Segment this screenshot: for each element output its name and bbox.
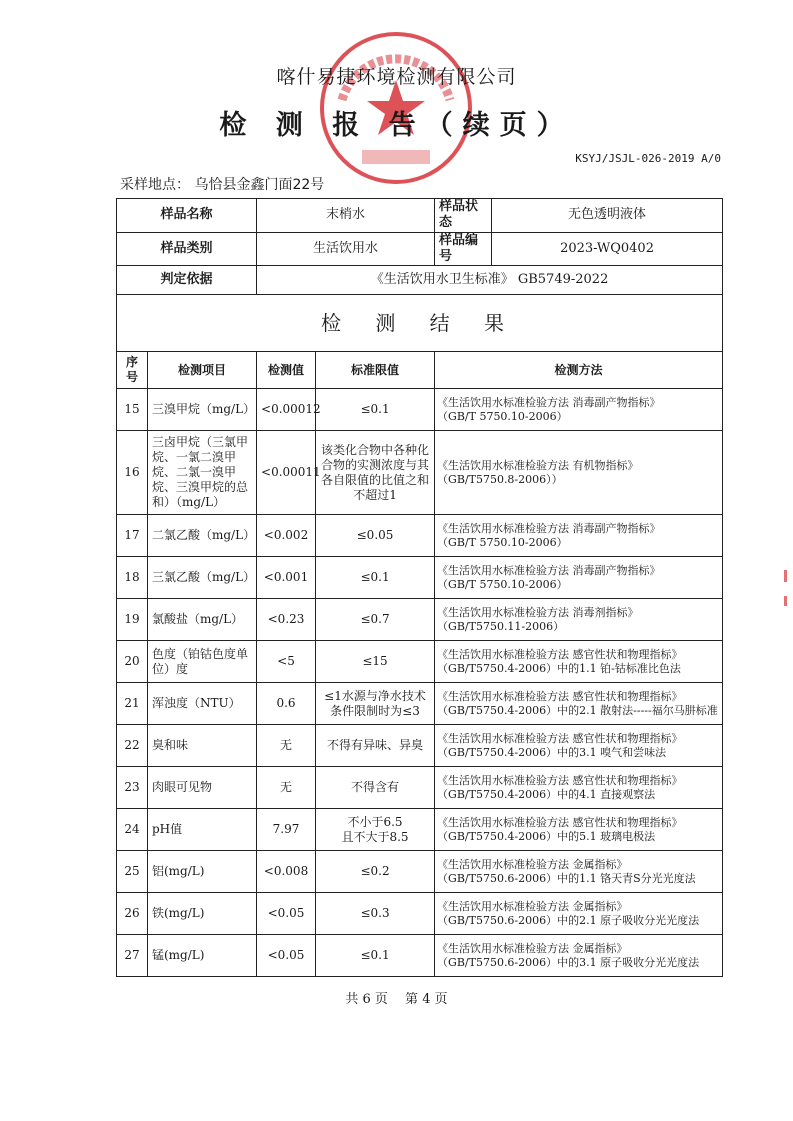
row-method: 《生活饮用水标准检验方法 有机物指标》 （GB/T5750.8-2006）） [435, 431, 723, 515]
sample-no-label: 样品编号 [435, 232, 492, 266]
row-number: 19 [117, 599, 148, 641]
table-row [117, 683, 723, 725]
row-number: 18 [117, 557, 148, 599]
section-title: 检 测 结 果 [117, 295, 723, 352]
document-number: KSYJ/JSJL-026-2019 A/0 [575, 152, 721, 165]
row-method: 《生活饮用水标准检验方法 消毒剂指标》 （GB/T5750.11-2006） [435, 599, 723, 641]
info-row-basis [117, 266, 723, 295]
row-limit: ≤0.05 [316, 515, 435, 557]
sample-name-value: 末梢水 [257, 199, 435, 233]
row-value: <0.001 [257, 557, 316, 599]
row-value: <5 [257, 641, 316, 683]
row-number: 22 [117, 725, 148, 767]
row-value: 无 [257, 767, 316, 809]
column-header-row [117, 352, 723, 389]
row-limit: 不小于6.5 且不大于8.5 [316, 809, 435, 851]
row-value: <0.00011 [257, 431, 316, 515]
info-row-sample-type [117, 232, 723, 266]
sample-state-value: 无色透明液体 [492, 199, 723, 233]
row-item: 色度（铂钴色度单位）度 [148, 641, 257, 683]
col-header-method: 检测方法 [435, 352, 723, 389]
row-limit: ≤0.1 [316, 935, 435, 977]
row-value: 7.97 [257, 809, 316, 851]
edge-seal-fragment [784, 570, 789, 610]
row-item: 三卤甲烷（三氯甲烷、一氯二溴甲烷、二氯一溴甲烷、三溴甲烷的总和）（mg/L） [148, 431, 257, 515]
row-limit: ≤0.1 [316, 389, 435, 431]
row-limit: ≤15 [316, 641, 435, 683]
sample-no-value: 2023-WQ0402 [492, 232, 723, 266]
results-table [116, 198, 723, 977]
row-item: 锰(mg/L) [148, 935, 257, 977]
row-method: 《生活饮用水标准检验方法 金属指标》 （GB/T5750.6-2006）中的2.1 原子吸收分光光度法 [435, 893, 723, 935]
row-limit: ≤0.2 [316, 851, 435, 893]
table-row [117, 935, 723, 977]
table-row [117, 431, 723, 515]
report-title: 检 测 报 告（续页） [219, 110, 574, 141]
row-value: <0.23 [257, 599, 316, 641]
row-item: 臭和味 [148, 725, 257, 767]
table-row [117, 599, 723, 641]
row-limit: ≤0.3 [316, 893, 435, 935]
table-row [117, 641, 723, 683]
table-row [117, 767, 723, 809]
row-limit: 不得含有 [316, 767, 435, 809]
row-method: 《生活饮用水标准检验方法 感官性状和物理指标》 （GB/T5750.4-2006）中的2.1 散射法-----福尔马肼标准 [435, 683, 723, 725]
row-value: <0.008 [257, 851, 316, 893]
sample-name-label: 样品名称 [117, 199, 257, 233]
row-method: 《生活饮用水标准检验方法 金属指标》 （GB/T5750.6-2006）中的1.1 铬天青S分光光度法 [435, 851, 723, 893]
sample-state-label: 样品状态 [435, 199, 492, 233]
row-value: <0.00012 [257, 389, 316, 431]
row-number: 15 [117, 389, 148, 431]
row-item: 肉眼可见物 [148, 767, 257, 809]
row-method: 《生活饮用水标准检验方法 感官性状和物理指标》 （GB/T5750.4-2006）中的5.1 玻璃电极法 [435, 809, 723, 851]
basis-value: 《生活饮用水卫生标准》 GB5749-2022 [257, 266, 723, 295]
row-number: 16 [117, 431, 148, 515]
company-name: 喀什易捷环境检测有限公司 [276, 66, 517, 88]
row-number: 27 [117, 935, 148, 977]
page-footer: 共 6 页 第 4 页 [345, 992, 448, 1007]
table-row [117, 557, 723, 599]
info-row-sample-name [117, 199, 723, 233]
row-limit: 该类化合物中各种化合物的实测浓度与其各自限值的比值之和不超过1 [316, 431, 435, 515]
row-item: 氯酸盐（mg/L） [148, 599, 257, 641]
row-number: 17 [117, 515, 148, 557]
sampling-location: 采样地点： 乌恰县金鑫门面22号 [120, 177, 325, 193]
row-value: 无 [257, 725, 316, 767]
row-limit: 不得有异味、异臭 [316, 725, 435, 767]
row-number: 24 [117, 809, 148, 851]
table-row [117, 515, 723, 557]
row-item: 铝(mg/L) [148, 851, 257, 893]
row-method: 《生活饮用水标准检验方法 感官性状和物理指标》 （GB/T5750.4-2006）中的4.1 直接观察法 [435, 767, 723, 809]
row-method: 《生活饮用水标准检验方法 消毒副产物指标》 （GB/T 5750.10-2006） [435, 515, 723, 557]
col-header-limit: 标准限值 [316, 352, 435, 389]
col-header-item: 检测项目 [148, 352, 257, 389]
col-header-no: 序号 [117, 352, 148, 389]
row-number: 26 [117, 893, 148, 935]
row-value: 0.6 [257, 683, 316, 725]
row-method: 《生活饮用水标准检验方法 消毒副产物指标》 （GB/T 5750.10-2006） [435, 557, 723, 599]
row-item: 二氯乙酸（mg/L） [148, 515, 257, 557]
row-item: 三溴甲烷（mg/L） [148, 389, 257, 431]
row-item: 三氯乙酸（mg/L） [148, 557, 257, 599]
table-row [117, 893, 723, 935]
row-limit: ≤0.7 [316, 599, 435, 641]
row-item: 铁(mg/L) [148, 893, 257, 935]
row-number: 23 [117, 767, 148, 809]
row-value: <0.002 [257, 515, 316, 557]
table-row [117, 809, 723, 851]
table-row [117, 851, 723, 893]
row-item: pH值 [148, 809, 257, 851]
row-number: 20 [117, 641, 148, 683]
basis-label: 判定依据 [117, 266, 257, 295]
table-row [117, 725, 723, 767]
sample-type-label: 样品类别 [117, 232, 257, 266]
row-method: 《生活饮用水标准检验方法 感官性状和物理指标》 （GB/T5750.4-2006）中的3.1 嗅气和尝味法 [435, 725, 723, 767]
row-limit: ≤1水源与净水技术条件限制时为≤3 [316, 683, 435, 725]
row-method: 《生活饮用水标准检验方法 感官性状和物理指标》 （GB/T5750.4-2006）中的1.1 铂-钴标准比色法 [435, 641, 723, 683]
row-method: 《生活饮用水标准检验方法 消毒副产物指标》 （GB/T 5750.10-2006） [435, 389, 723, 431]
row-method: 《生活饮用水标准检验方法 金属指标》 （GB/T5750.6-2006）中的3.1 原子吸收分光光度法 [435, 935, 723, 977]
row-value: <0.05 [257, 893, 316, 935]
row-value: <0.05 [257, 935, 316, 977]
row-number: 21 [117, 683, 148, 725]
sample-type-value: 生活饮用水 [257, 232, 435, 266]
row-number: 25 [117, 851, 148, 893]
section-header-row [117, 295, 723, 352]
row-item: 浑浊度（NTU） [148, 683, 257, 725]
table-row [117, 389, 723, 431]
row-limit: ≤0.1 [316, 557, 435, 599]
results-body [117, 389, 723, 977]
col-header-value: 检测值 [257, 352, 316, 389]
